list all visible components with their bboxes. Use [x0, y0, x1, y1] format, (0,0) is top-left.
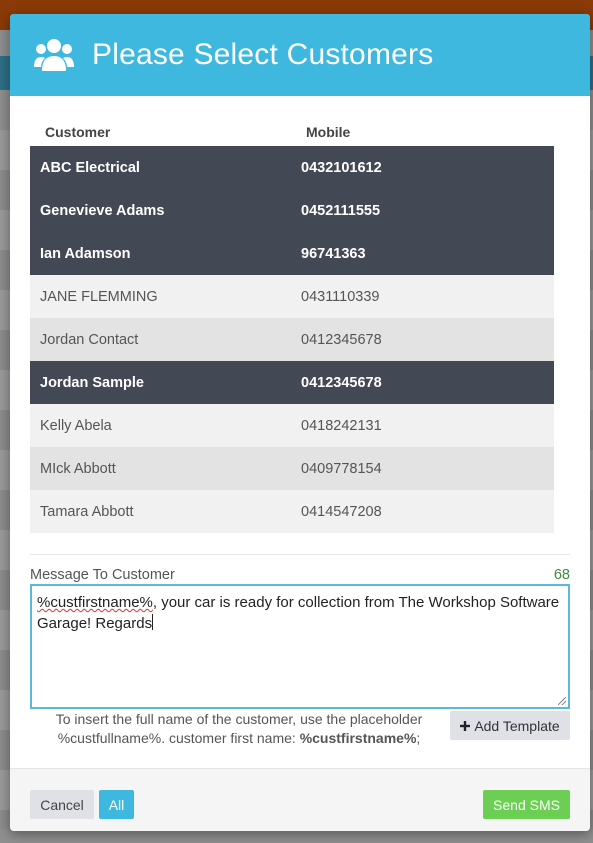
- customer-name-cell: ABC Electrical: [40, 159, 140, 176]
- table-row[interactable]: [30, 146, 554, 189]
- add-template-button[interactable]: [450, 711, 570, 740]
- divider: [30, 554, 570, 555]
- customer-name-cell: MIck Abbott: [40, 460, 116, 477]
- table-row[interactable]: [30, 318, 554, 361]
- table-header: [30, 118, 554, 146]
- table-row[interactable]: [30, 404, 554, 447]
- modal-header: [10, 14, 590, 96]
- users-icon: [34, 36, 74, 74]
- customer-table: [30, 118, 554, 533]
- send-sms-button[interactable]: Send SMS: [483, 790, 570, 819]
- add-template-label: Add Template: [474, 717, 560, 734]
- mobile-cell: 0412345678: [301, 331, 382, 348]
- table-row[interactable]: [30, 275, 554, 318]
- customer-name-cell: Ian Adamson: [40, 245, 131, 262]
- message-textarea[interactable]: [30, 584, 570, 709]
- hint-tail: ;: [416, 730, 421, 746]
- customer-name-cell: JANE FLEMMING: [40, 288, 158, 305]
- column-header-customer[interactable]: Customer: [45, 124, 111, 140]
- select-all-button[interactable]: All: [99, 790, 134, 819]
- table-row[interactable]: [30, 447, 554, 490]
- text-caret: [152, 614, 153, 630]
- message-text: , your car is ready for collection from The Workshop Software Garage! Regards: [37, 594, 560, 632]
- customer-name-cell: Tamara Abbott: [40, 503, 134, 520]
- plus-icon: [460, 718, 470, 734]
- customer-name-cell: Kelly Abela: [40, 417, 112, 434]
- cancel-button[interactable]: Cancel: [30, 790, 94, 819]
- resize-handle[interactable]: [558, 697, 566, 705]
- table-row[interactable]: [30, 189, 554, 232]
- customer-name-cell: Jordan Sample: [40, 374, 144, 391]
- mobile-cell: 0409778154: [301, 460, 382, 477]
- mobile-cell: 0431110339: [301, 288, 380, 305]
- modal-title: Please Select Customers: [92, 38, 434, 71]
- message-label: Message To Customer: [30, 567, 175, 583]
- modal-footer: [10, 768, 590, 831]
- character-count: 68: [553, 567, 570, 583]
- customer-name-cell: Genevieve Adams: [40, 202, 165, 219]
- placeholder-token: %custfirstname%: [37, 594, 153, 611]
- mobile-cell: 0414547208: [301, 503, 382, 520]
- table-body: [30, 146, 554, 533]
- customer-name-cell: Jordan Contact: [40, 331, 139, 348]
- placeholder-hint: [34, 710, 444, 748]
- hint-text: To insert the full name of the customer, use the placeholder %custfullname%. customer first name:: [55, 711, 423, 746]
- table-row[interactable]: [30, 361, 554, 404]
- column-header-mobile[interactable]: Mobile: [306, 124, 351, 140]
- mobile-cell: 96741363: [301, 245, 366, 262]
- select-customers-modal: [10, 14, 590, 831]
- mobile-cell: 0412345678: [301, 374, 382, 391]
- mobile-cell: 0432101612: [301, 159, 382, 176]
- table-row[interactable]: [30, 232, 554, 275]
- hint-bold-token: %custfirstname%: [299, 730, 417, 746]
- table-row[interactable]: [30, 490, 554, 533]
- mobile-cell: 0418242131: [301, 417, 382, 434]
- mobile-cell: 0452111555: [301, 202, 381, 219]
